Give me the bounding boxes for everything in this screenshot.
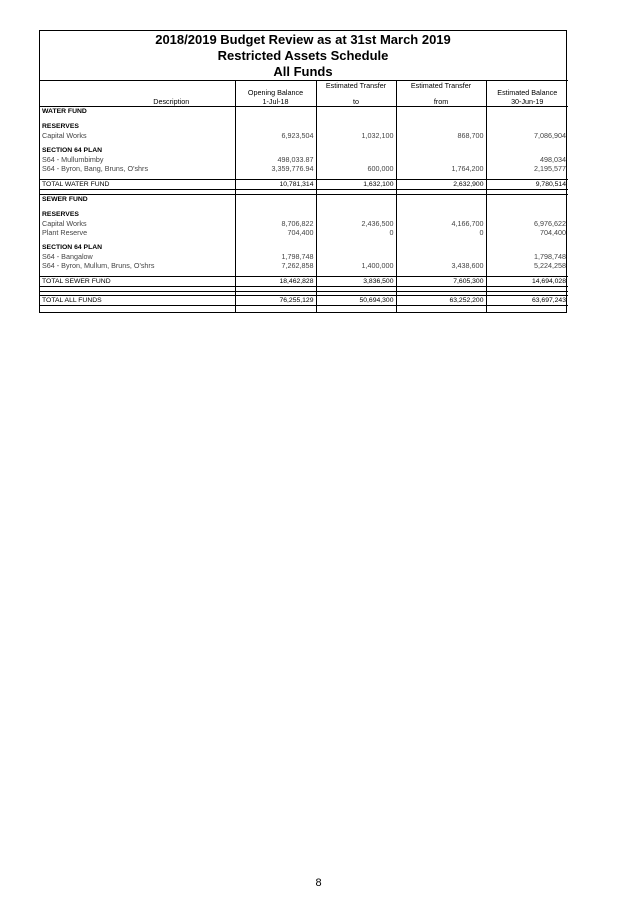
sewer-reserves-heading: RESERVES [42,211,79,218]
sewer-total-row [40,277,568,287]
total-label: TOTAL WATER FUND [40,180,235,190]
fund-heading-row [40,107,568,117]
section-heading-row [40,146,568,155]
grand-total-transfer-to: 50,694,300 [316,296,396,306]
row-end-balance: 7,086,904 [486,131,568,140]
header-row-1 [40,81,568,98]
row-transfer-to: 1,400,000 [316,261,396,270]
total-end-balance: 9,780,514 [486,180,568,190]
row-transfer-to: 1,032,100 [316,131,396,140]
row-opening: 498,033.87 [235,155,316,164]
sewer-fund-heading: SEWER FUND [40,195,235,205]
table-row [40,252,568,261]
restricted-assets-sheet [39,30,567,313]
section-heading-row [40,243,568,252]
sewer-s64-heading: SECTION 64 PLAN [42,244,103,251]
row-transfer-from [396,252,486,261]
row-end-balance: 2,195,577 [486,164,568,173]
section-heading-row [40,122,568,131]
water-reserves-heading: RESERVES [42,123,79,130]
row-description: S64 - Bangalow [42,252,93,261]
row-transfer-to: 0 [316,228,396,237]
row-opening: 7,262,858 [235,261,316,270]
row-opening: 6,923,504 [235,131,316,140]
table-row [40,219,568,228]
title-block [40,31,566,80]
water-s64-heading: SECTION 64 PLAN [42,147,103,154]
section-heading-row [40,210,568,219]
row-end-balance: 704,400 [486,228,568,237]
table-row [40,164,568,173]
total-opening: 18,462,828 [235,277,316,287]
row-transfer-from: 868,700 [396,131,486,140]
total-transfer-to: 1,632,100 [316,180,396,190]
row-description: Capital Works [42,131,87,140]
col-transfer-to-line1: Estimated Transfer [316,81,396,98]
total-opening: 10,781,314 [235,180,316,190]
page-number: 8 [315,877,322,889]
row-transfer-from [396,155,486,164]
grand-total-opening: 76,255,129 [235,296,316,306]
row-transfer-to: 600,000 [316,164,396,173]
grand-total-transfer-from: 63,252,200 [396,296,486,306]
table-row [40,131,568,140]
row-end-balance: 1,798,748 [486,252,568,261]
row-end-balance: 6,976,622 [486,219,568,228]
row-description: S64 - Mullumbimby [42,155,104,164]
grand-total-row [40,296,568,306]
report-scope: All Funds [273,64,333,79]
row-opening: 8,706,822 [235,219,316,228]
col-end-balance-line2: 30-Jun-19 [486,97,568,107]
col-transfer-from-line2: from [396,97,486,107]
report-subtitle: Restricted Assets Schedule [217,48,389,63]
restricted-assets-table [40,80,568,312]
row-transfer-to [316,155,396,164]
header-row-2 [40,97,568,107]
row-description: Capital Works [42,219,87,228]
water-fund-heading: WATER FUND [42,108,87,115]
row-transfer-from: 3,438,600 [396,261,486,270]
total-end-balance: 14,694,028 [486,277,568,287]
row-opening: 1,798,748 [235,252,316,261]
total-transfer-from: 7,605,300 [396,277,486,287]
col-transfer-from-line1: Estimated Transfer [396,81,486,98]
row-description: S64 - Byron, Mullum, Bruns, O'shrs [42,261,155,270]
row-end-balance: 5,224,258 [486,261,568,270]
row-transfer-to: 2,436,500 [316,219,396,228]
row-opening: 3,359,776.94 [235,164,316,173]
row-description: Plant Reserve [42,228,88,237]
report-title: 2018/2019 Budget Review as at 31st March 2019 [155,32,451,47]
total-transfer-to: 3,836,500 [316,277,396,287]
row-transfer-to [316,252,396,261]
row-transfer-from: 1,764,200 [396,164,486,173]
row-transfer-from: 0 [396,228,486,237]
row-opening: 704,400 [235,228,316,237]
row-description: S64 - Byron, Bang, Bruns, O'shrs [42,164,149,173]
grand-total-label: TOTAL ALL FUNDS [40,296,235,306]
col-opening-line1: Opening Balance [235,81,316,98]
col-end-balance-line1: Estimated Balance [486,81,568,98]
row-end-balance: 498,034 [486,155,568,164]
col-opening-line2: 1-Jul-18 [235,97,316,107]
table-row [40,155,568,164]
table-row [40,261,568,270]
fund-heading-row [40,195,568,205]
table-row [40,228,568,237]
total-label: TOTAL SEWER FUND [40,277,235,287]
row-transfer-from: 4,166,700 [396,219,486,228]
water-total-row [40,180,568,190]
col-transfer-to-line2: to [316,97,396,107]
grand-total-end-balance: 63,697,243 [486,296,568,306]
total-transfer-from: 2,632,900 [396,180,486,190]
col-description: Description [40,97,235,107]
